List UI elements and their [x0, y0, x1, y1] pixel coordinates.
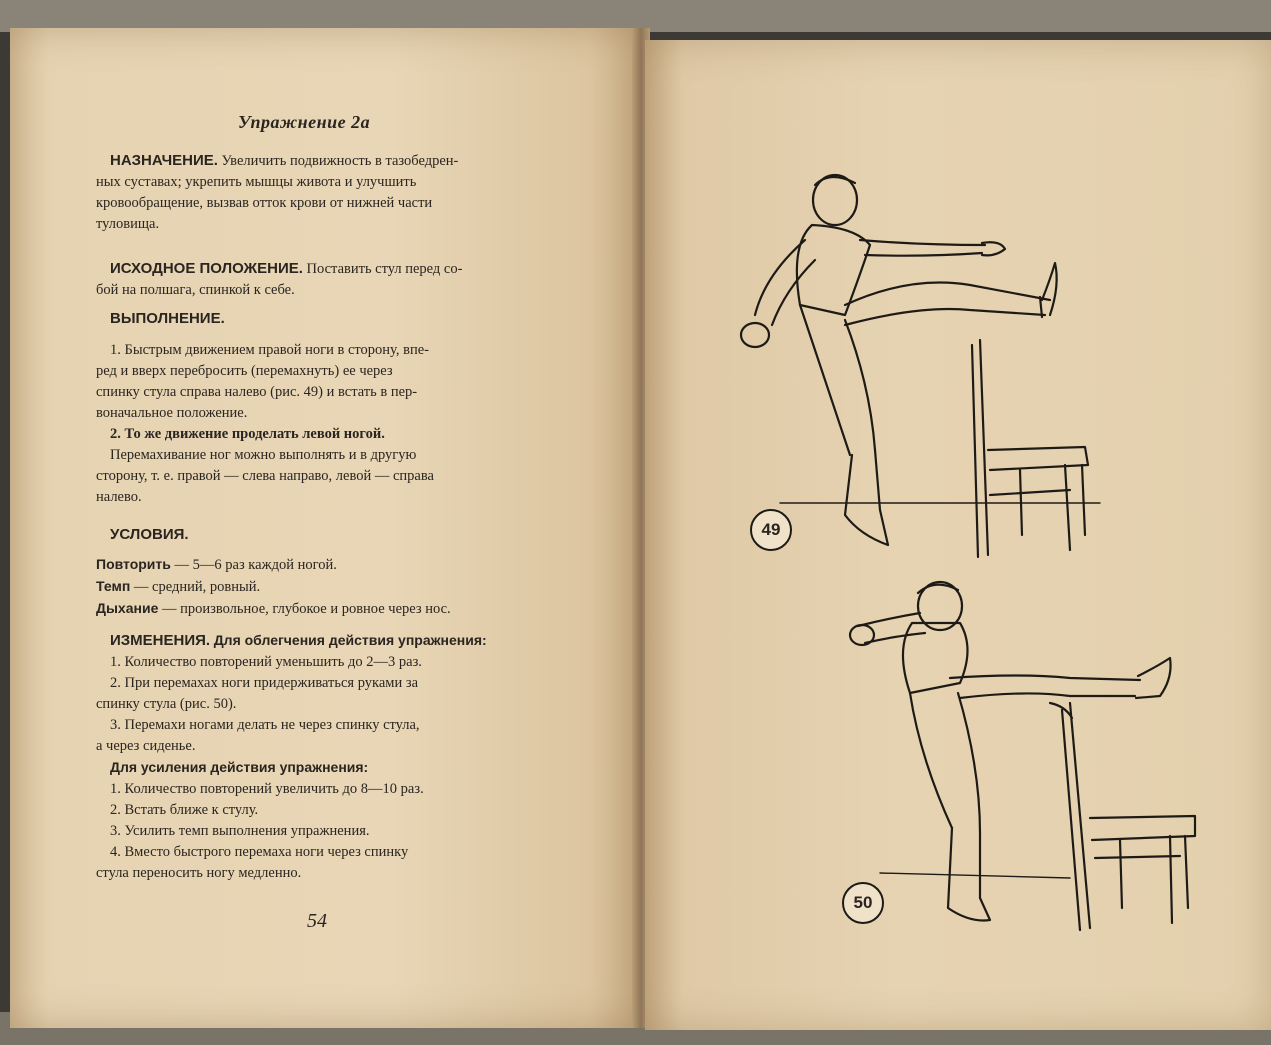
harder-line: 2. Встать ближе к стулу.: [110, 802, 259, 818]
execution-line: налево.: [96, 489, 142, 505]
repeat-text: — 5—6 раз каждой ногой.: [170, 557, 337, 573]
execution-line: Перемахивание ног можно выполнять и в другую: [110, 447, 417, 463]
exercise-title: Упражнение 2а: [238, 112, 371, 132]
start-position-section: [96, 258, 572, 301]
tempo-text: — средний, ровный.: [130, 579, 261, 595]
harder-line: 1. Количество повторений увеличить до 8—10 раз.: [110, 781, 424, 797]
purpose-line: ных суставах; укрепить мышцы живота и улучшить: [96, 174, 417, 190]
harder-line: 4. Вместо быстрого перемаха ноги через спинку: [110, 844, 409, 860]
easier-line: 1. Количество повторений уменьшить до 2—3 раз.: [110, 654, 422, 670]
easier-line: а через сиденье.: [96, 738, 196, 754]
easier-label: Для облегчения действия упражнения:: [213, 632, 487, 648]
execution-line: спинку стула справа налево (рис. 49) и встать в пер-: [96, 384, 418, 400]
figure-49-number: 49: [750, 509, 792, 551]
figure-50-number: 50: [842, 882, 884, 924]
conditions-label: УСЛОВИЯ.: [110, 526, 189, 543]
harder-label: Для усиления действия упражнения:: [110, 759, 369, 775]
start-position-line: Поставить стул перед со-: [306, 261, 463, 277]
purpose-section: [96, 150, 572, 235]
execution-section: [96, 308, 572, 508]
purpose-line: туловища.: [96, 216, 160, 232]
purpose-line: кровообращение, вызвав отток крови от нижней части: [96, 195, 433, 211]
easier-line: спинку стула (рис. 50).: [96, 696, 237, 712]
purpose-label: НАЗНАЧЕНИЕ.: [110, 152, 218, 169]
execution-line: сторону, т. е. правой — слева направо, левой — справа: [96, 468, 434, 484]
execution-line: ред и вверх перебросить (перемахнуть) ее через: [96, 363, 393, 379]
easier-line: 3. Перемахи ногами делать не через спинку стула,: [110, 717, 420, 733]
changes-section: [96, 630, 572, 884]
start-position-line: бой на полшага, спинкой к себе.: [96, 282, 295, 298]
harder-line: 3. Усилить темп выполнения упражнения.: [110, 823, 370, 839]
tempo-label: Темп: [96, 578, 131, 594]
harder-line: стула переносить ногу медленно.: [96, 865, 302, 881]
purpose-line: Увеличить подвижность в тазобедрен-: [221, 153, 459, 169]
easier-line: 2. При перемахах ноги придерживаться руками за: [110, 675, 419, 691]
execution-line: 1. Быстрым движением правой ноги в сторону, впе-: [110, 342, 429, 358]
execution-label: ВЫПОЛНЕНИЕ.: [110, 310, 225, 327]
execution-line: 2. То же движение проделать левой ногой.: [110, 426, 385, 442]
conditions-section: [96, 524, 572, 620]
figure-49-illustration: [720, 165, 1120, 565]
page-number: 54: [307, 910, 327, 932]
repeat-label: Повторить: [96, 556, 171, 572]
changes-label: ИЗМЕНЕНИЯ.: [110, 632, 211, 649]
breath-label: Дыхание: [96, 600, 159, 616]
execution-line: воначальное положение.: [96, 405, 248, 421]
start-position-label: ИСХОДНОЕ ПОЛОЖЕНИЕ.: [110, 260, 303, 277]
figure-50-illustration: [840, 578, 1200, 938]
breath-text: — произвольное, глубокое и ровное через нос.: [158, 601, 451, 617]
